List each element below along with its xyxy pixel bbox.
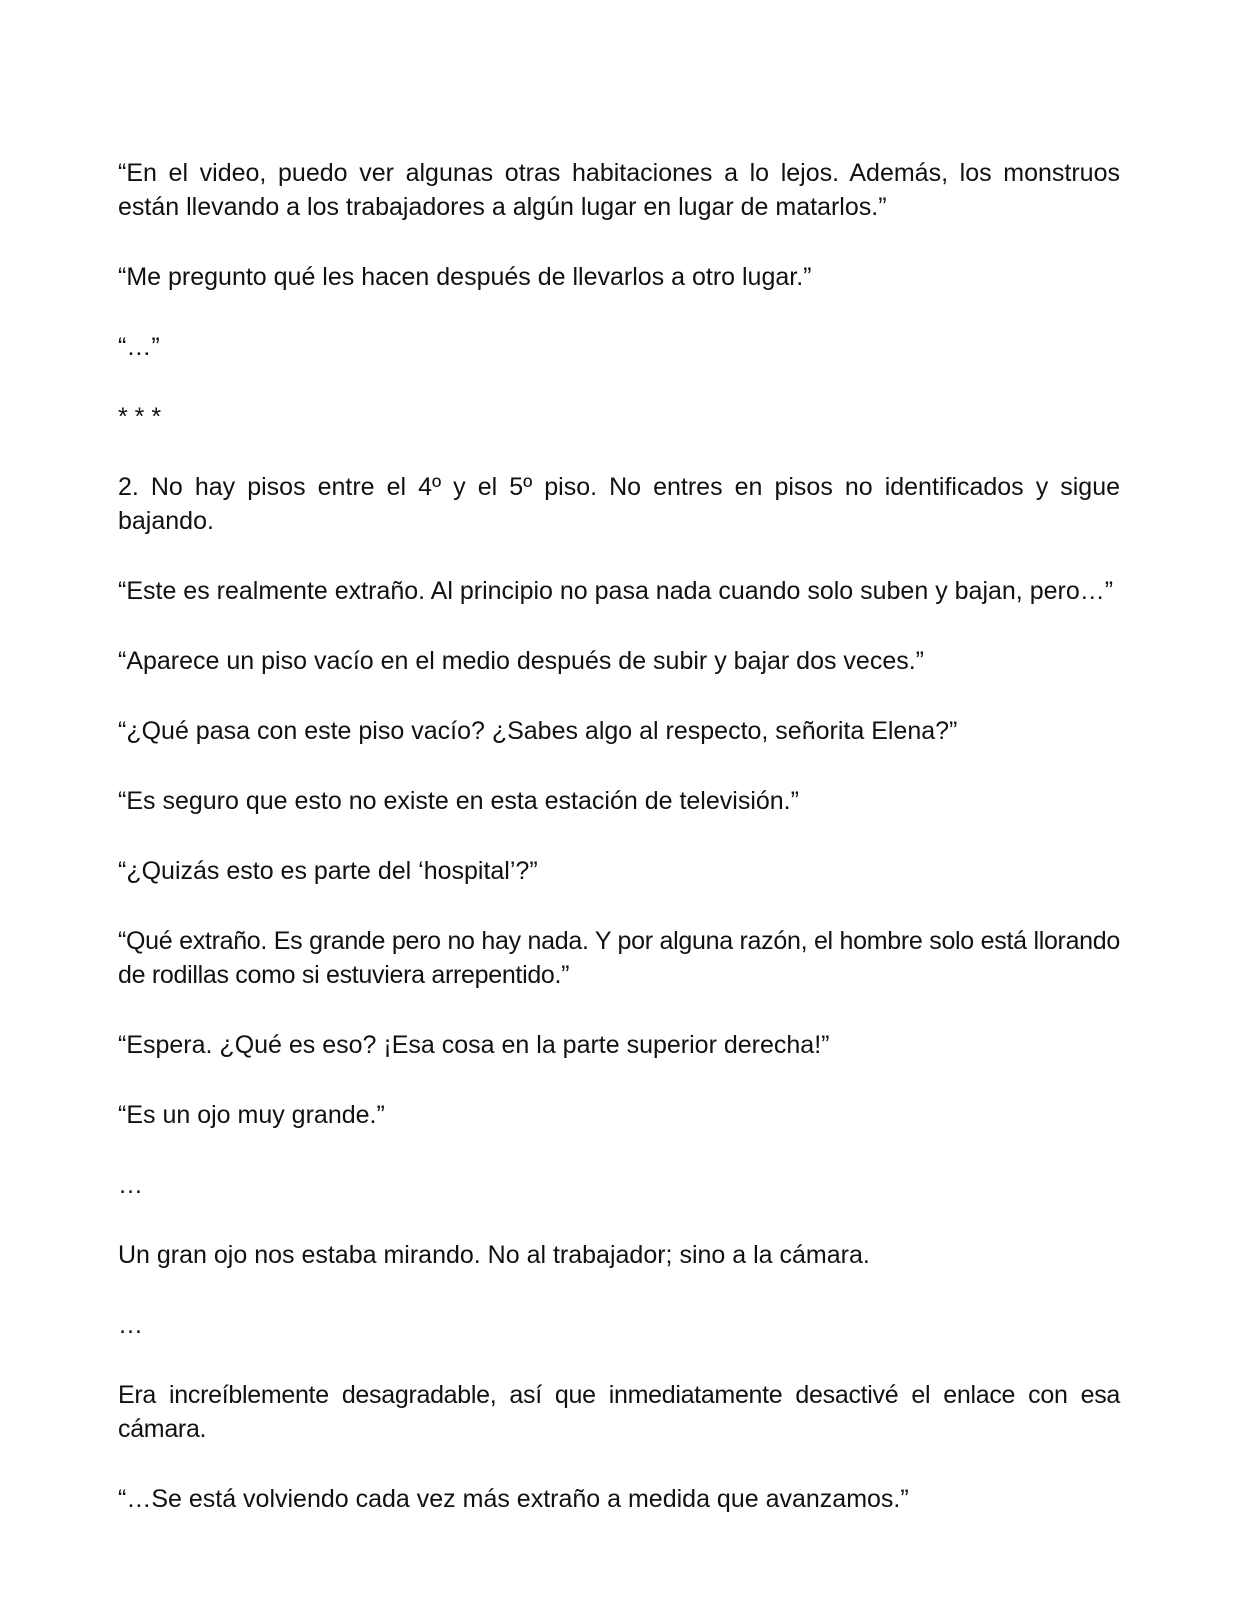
paragraph-15: “…Se está volviendo cada vez más extraño a medida que avanzamos.” <box>118 1485 909 1513</box>
section-separator: * * * <box>118 403 162 431</box>
paragraph-10: “Qué extraño. Es grande pero no hay nada. Y por alguna razón, el hombre solo está llorando de rodillas como si estuviera arrepentido.” <box>118 927 1120 989</box>
paragraph-9: “¿Quizás esto es parte del ‘hospital’?” <box>118 857 538 885</box>
paragraph-rule-2: 2. No hay pisos entre el 4º y el 5º piso. No entres en pisos no identificados y sigue bajando. <box>118 473 1120 535</box>
ellipsis-2: … <box>118 1311 143 1339</box>
paragraph-14: Era increíblemente desagradable, así que inmediatamente desactivé el enlace con esa cámara. <box>118 1381 1120 1443</box>
paragraph-13: Un gran ojo nos estaba mirando. No al trabajador; sino a la cámara. <box>118 1241 870 1269</box>
paragraph-6: “Aparece un piso vacío en el medio después de subir y bajar dos veces.” <box>118 647 925 675</box>
ellipsis-1: … <box>118 1171 143 1199</box>
paragraph-7: “¿Qué pasa con este piso vacío? ¿Sabes algo al respecto, señorita Elena?” <box>118 717 958 745</box>
paragraph-11: “Espera. ¿Qué es eso? ¡Esa cosa en la parte superior derecha!” <box>118 1031 830 1059</box>
paragraph-3: “…” <box>118 333 160 361</box>
paragraph-1: “En el video, puedo ver algunas otras habitaciones a lo lejos. Además, los monstruos están llevando a los trabajadores a algún lugar en lugar de matarlos.” <box>118 159 1120 221</box>
paragraph-2: “Me pregunto qué les hacen después de llevarlos a otro lugar.” <box>118 263 812 291</box>
paragraph-12: “Es un ojo muy grande.” <box>118 1101 385 1129</box>
paragraph-5: “Este es realmente extraño. Al principio no pasa nada cuando solo suben y bajan, pero…” <box>118 577 1114 605</box>
paragraph-8: “Es seguro que esto no existe en esta estación de televisión.” <box>118 787 799 815</box>
document-body <box>118 156 1120 1552</box>
